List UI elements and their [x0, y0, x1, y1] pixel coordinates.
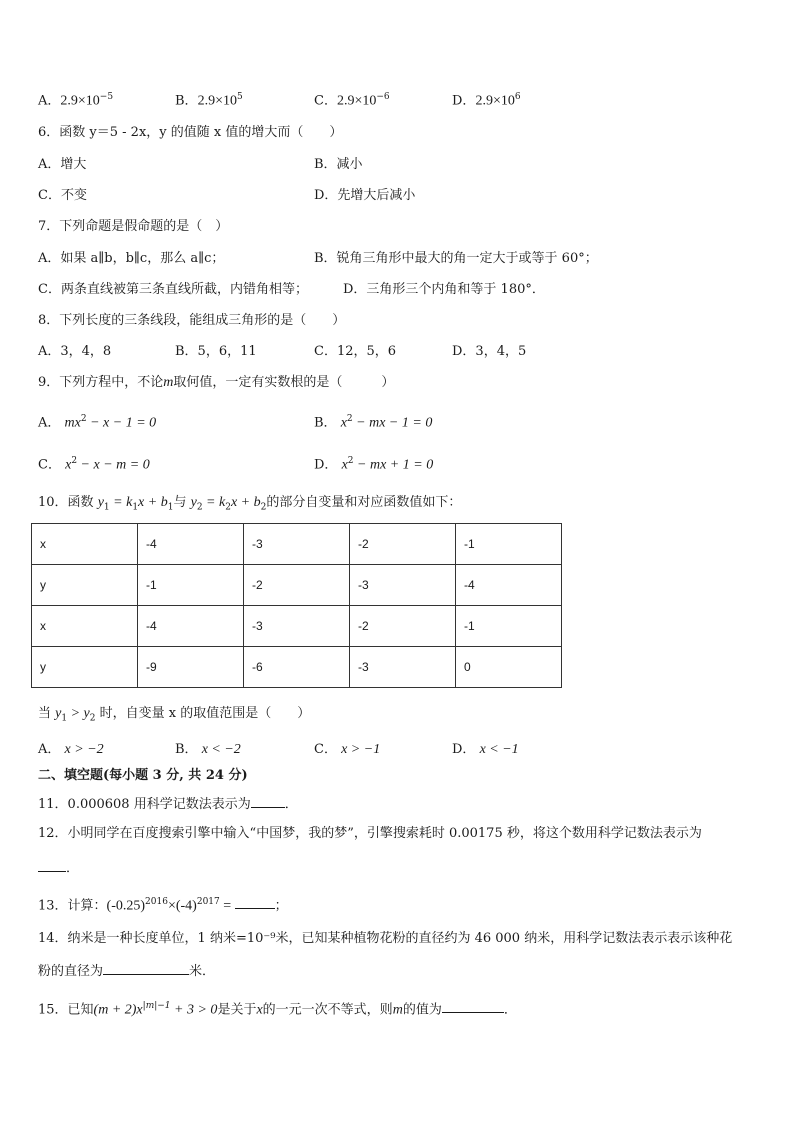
- table-cell: y: [32, 647, 138, 688]
- table-cell: -3: [350, 565, 456, 606]
- table-cell: -2: [350, 524, 456, 565]
- q10-option-c: C． x > −1: [314, 742, 381, 757]
- q14-text: 14．纳米是一种长度单位，1 纳米=10⁻⁹米，已知某种植物花粉的直径约为 46 000 纳米，用科学记数法表示表示该种花: [38, 931, 733, 946]
- table-cell: -1: [456, 524, 562, 565]
- table-cell: -3: [350, 647, 456, 688]
- table-cell: -6: [244, 647, 350, 688]
- table-cell: -2: [350, 606, 456, 647]
- table-row: [32, 565, 562, 606]
- q8-option-d: D．3，4，5: [452, 344, 527, 359]
- table-cell: -3: [244, 606, 350, 647]
- q11-text: 11．0.000608 用科学记数法表示为 ．: [38, 794, 298, 814]
- answer-blank[interactable]: [442, 999, 504, 1013]
- q14-text-cont: 粉的直径为 米．: [38, 961, 215, 981]
- table-cell: 0: [456, 647, 562, 688]
- q8-stem: 8．下列长度的三条线段，能组成三角形的是（ ）: [38, 313, 346, 328]
- q6-option-c: C．不变: [38, 188, 87, 203]
- q12-text: 12．小明同学在百度搜索引擎中输入“中国梦，我的梦”，引擎搜索耗时 0.00175 秒，将这个数用科学记数法表示为: [38, 826, 702, 841]
- table-row: [32, 606, 562, 647]
- q8-option-b: B．5，6，11: [175, 344, 257, 359]
- q6-stem: 6．函数 y＝5 - 2x，y 的值随 x 值的增大而（ ）: [38, 125, 343, 140]
- answer-blank[interactable]: [38, 858, 66, 872]
- table-cell: x: [32, 606, 138, 647]
- q9-option-a: A． $mx^2 - x - 1 = 0$: [38, 414, 157, 431]
- q12-text-cont: ．: [38, 858, 79, 878]
- answer-blank[interactable]: [103, 961, 189, 975]
- table-cell: -1: [456, 606, 562, 647]
- table-cell: -2: [244, 565, 350, 606]
- table-cell: -9: [138, 647, 244, 688]
- q10-option-a: A． x > −2: [38, 742, 104, 757]
- q10-value-table: [31, 523, 562, 688]
- q6-option-a: A．增大: [38, 157, 87, 172]
- q9-stem: 9．下列方程中，不论m取何值，一定有实数根的是（ ）: [38, 375, 395, 390]
- q5-option-c: C．$2.9\times 10^{-6}$: [314, 92, 390, 109]
- answer-blank[interactable]: [251, 794, 285, 808]
- q10-option-d: D． x < −1: [452, 742, 519, 757]
- table-cell: -4: [138, 524, 244, 565]
- q10-stem: 10．函数 $y_1 = k_1x + b_1$与 $y_2 = k_2x + b_2$的部分自变量和对应函数值如下：: [38, 495, 462, 513]
- q9-option-c: C． $x^2 - x - m = 0$: [38, 456, 150, 473]
- q7-option-b: B．锐角三角形中最大的角一定大于或等于 60°；: [314, 251, 598, 266]
- q5-option-b: B．$2.9\times 10^5$: [175, 92, 243, 109]
- q10-follow-up: 当 $y_1 > y_2$ 时，自变量 x 的取值范围是（ ）: [38, 706, 311, 724]
- table-cell: -1: [138, 565, 244, 606]
- q10-option-b: B． x < −2: [175, 742, 241, 757]
- q7-option-d: D．三角形三个内角和等于 180°．: [343, 282, 545, 297]
- q6-option-b: B．减小: [314, 157, 363, 172]
- q9-option-d: D． $x^2$ − mx + 1 = 0: [314, 456, 434, 473]
- table-row: [32, 524, 562, 565]
- q7-option-a: A．如果 a∥b，b∥c，那么 a∥c；: [38, 251, 225, 266]
- table-cell: -3: [244, 524, 350, 565]
- q7-option-c: C．两条直线被第三条直线所截，内错角相等；: [38, 282, 308, 297]
- q5-option-a: A．$2.9\times 10^{-5}$: [38, 92, 114, 109]
- q9-option-b: B． $x^2$ − mx − 1 = 0: [314, 414, 433, 431]
- q5-option-d: D．$2.9\times 10^6$: [452, 92, 521, 109]
- q7-stem: 7．下列命题是假命题的是（ ）: [38, 219, 229, 234]
- section-heading: 二、填空题(每小题 3 分, 共 24 分): [38, 768, 248, 783]
- q13-text: 13．计算：$(-0.25)^{2016}\times(-4)^{2017}$ = ；: [38, 897, 288, 914]
- q15-text: 15．已知$(m + 2)x^{|m|-1} + 3 > 0$是关于x的一元一次不等式，则m的值为 ．: [38, 1001, 517, 1018]
- q8-option-a: A．3，4，8: [38, 344, 112, 359]
- q8-option-c: C．12，5，6: [314, 344, 397, 359]
- q6-option-d: D．先增大后减小: [314, 188, 416, 203]
- table-cell: -4: [456, 565, 562, 606]
- table-row: [32, 647, 562, 688]
- answer-blank[interactable]: [235, 895, 275, 909]
- table-cell: x: [32, 524, 138, 565]
- table-cell: y: [32, 565, 138, 606]
- table-cell: -4: [138, 606, 244, 647]
